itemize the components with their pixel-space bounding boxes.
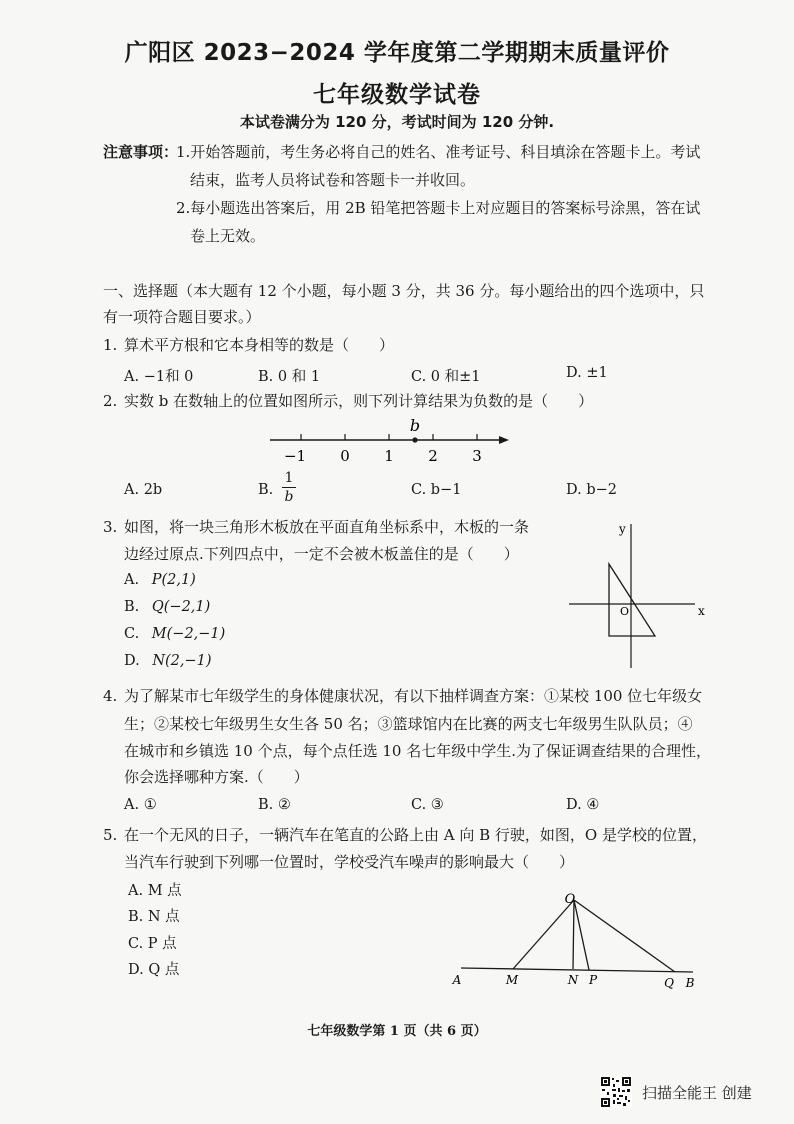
coordinate-plane-figure (565, 518, 715, 673)
tick-label: 2 (428, 447, 438, 465)
question-number: 5. (103, 826, 118, 844)
q5-option-a[interactable]: A. M 点 (128, 883, 182, 899)
axis-label-x: x (698, 604, 705, 618)
q3-option-d[interactable] (124, 653, 212, 669)
question-4-text-line-1: 为了解某市七年级学生的身体健康状况，有以下抽样调查方案：①某校 100 位七年级女 (124, 687, 703, 705)
q2-option-d[interactable]: D. b−2 (566, 482, 617, 498)
q2-option-b-label[interactable]: B. (258, 482, 274, 498)
origin-label: O (620, 605, 630, 618)
question-5-text-line-2: 当汽车行驶到下列哪一位置时，学校受汽车噪声的影响最大（ ） (124, 853, 575, 871)
fraction-numerator: 1 (282, 470, 296, 488)
note-1-line-1: 1.开始答题前，考生务必将自己的姓名、准考证号、科目填涂在答题卡上。考试 (176, 143, 701, 161)
q4-option-b[interactable]: B. ② (258, 797, 291, 813)
question-4-text-line-2: 生；②某校七年级男生女生各 50 名；③篮球馆内在比赛的两支七年级男生队队员；④ (124, 715, 693, 733)
q5-option-d[interactable]: D. Q 点 (128, 962, 180, 978)
option-value: P(2,1) (151, 572, 196, 588)
note-2-line-1: 2.每小题选出答案后，用 2B 铅笔把答题卡上对应题目的答案标号涂黑，答在试 (176, 199, 701, 217)
fraction-denominator: b (284, 489, 294, 505)
option-letter: D. (124, 653, 140, 669)
axis-label-y: y (619, 522, 626, 536)
q1-option-b[interactable]: B. 0 和 1 (258, 369, 321, 385)
point-b-marker (412, 437, 417, 442)
option-letter: A. (124, 572, 140, 588)
question-1-text: 算术平方根和它本身相等的数是（ ） (124, 336, 395, 354)
point-b-label: b (409, 416, 421, 435)
scanner-watermark (600, 1076, 780, 1112)
section-1-heading-line-1: 一、选择题（本大题有 12 个小题，每小题 3 分，共 36 分。每小题给出的四个选项中，只 (103, 282, 705, 300)
number-line-figure (265, 415, 515, 465)
qr-code-icon (600, 1076, 632, 1108)
tick-label: −1 (283, 447, 307, 465)
question-number: 1. (103, 336, 118, 354)
q5-option-b[interactable]: B. N 点 (128, 909, 180, 925)
question-2-text: 实数 b 在数轴上的位置如图所示，则下列计算结果为负数的是（ ） (124, 392, 594, 410)
q4-option-c[interactable]: C. ③ (411, 797, 444, 813)
option-value: N(2,−1) (152, 653, 212, 669)
q5-option-c[interactable]: C. P 点 (128, 936, 177, 952)
question-4-text-line-3: 在城市和乡镇选 10 个点，每个点任选 10 名七年级中学生.为了保证调查结果的合理性， (124, 742, 712, 760)
tick-label: 3 (472, 447, 482, 465)
watermark-text: 扫描全能王 创建 (642, 1084, 752, 1102)
triangle-board (609, 564, 655, 636)
question-4-text-line-4: 你会选择哪种方案.（ ） (124, 768, 309, 786)
exam-title: 广阳区 2023−2024 学年度第二学期期末质量评价 (124, 40, 670, 66)
tick-label: 1 (384, 447, 394, 465)
q3-option-a[interactable] (124, 572, 196, 588)
q1-option-a[interactable]: A. −1和 0 (124, 369, 194, 385)
option-value: M(−2,−1) (151, 626, 226, 642)
point-a-label: A (452, 973, 462, 987)
option-value: Q(−2,1) (151, 599, 211, 615)
q3-option-c[interactable] (124, 626, 225, 642)
point-b-label: B (685, 976, 695, 990)
q2-option-c[interactable]: C. b−1 (411, 482, 462, 498)
exam-info: 本试卷满分为 120 分，考试时间为 120 分钟. (239, 113, 555, 131)
q4-option-a[interactable]: A. ① (124, 797, 157, 813)
question-number: 3. (103, 518, 118, 536)
section-1-heading-line-2: 有一项符合题目要求。） (103, 308, 261, 326)
road-school-figure (445, 888, 705, 992)
question-number: 2. (103, 392, 118, 410)
page-footer: 七年级数学第 1 页（共 6 页） (307, 1024, 487, 1039)
note-2-line-2: 卷上无效。 (190, 227, 266, 245)
exam-subject-title: 七年级数学试卷 (313, 82, 481, 108)
q1-option-c[interactable]: C. 0 和±1 (411, 369, 481, 385)
notes-label: 注意事项： (103, 143, 179, 161)
point-n-label: N (567, 973, 579, 987)
q1-option-d[interactable]: D. ±1 (566, 365, 608, 381)
q3-option-b[interactable] (124, 599, 210, 615)
point-p-label: P (588, 973, 598, 987)
option-letter: C. (124, 626, 140, 642)
q4-option-d[interactable]: D. ④ (566, 797, 600, 813)
question-5-text-line-1: 在一个无风的日子，一辆汽车在笔直的公路上由 A 向 B 行驶，如图，O 是学校的位置， (124, 826, 707, 844)
point-o-label: O (564, 892, 576, 907)
question-3-text-line-2: 边经过原点.下列四点中，一定不会被木板盖住的是（ ） (124, 545, 519, 563)
note-1-line-2: 结束，监考人员将试卷和答题卡一并收回。 (190, 171, 476, 189)
point-q-label: Q (664, 976, 674, 990)
tick-label: 0 (340, 447, 350, 465)
q2-option-b-fraction[interactable] (282, 470, 296, 506)
question-3-text-line-1: 如图，将一块三角形木板放在平面直角坐标系中，木板的一条 (124, 518, 530, 536)
question-number: 4. (103, 687, 118, 705)
q2-option-a[interactable]: A. 2b (124, 482, 163, 498)
option-letter: B. (124, 599, 140, 615)
point-m-label: M (505, 973, 519, 987)
